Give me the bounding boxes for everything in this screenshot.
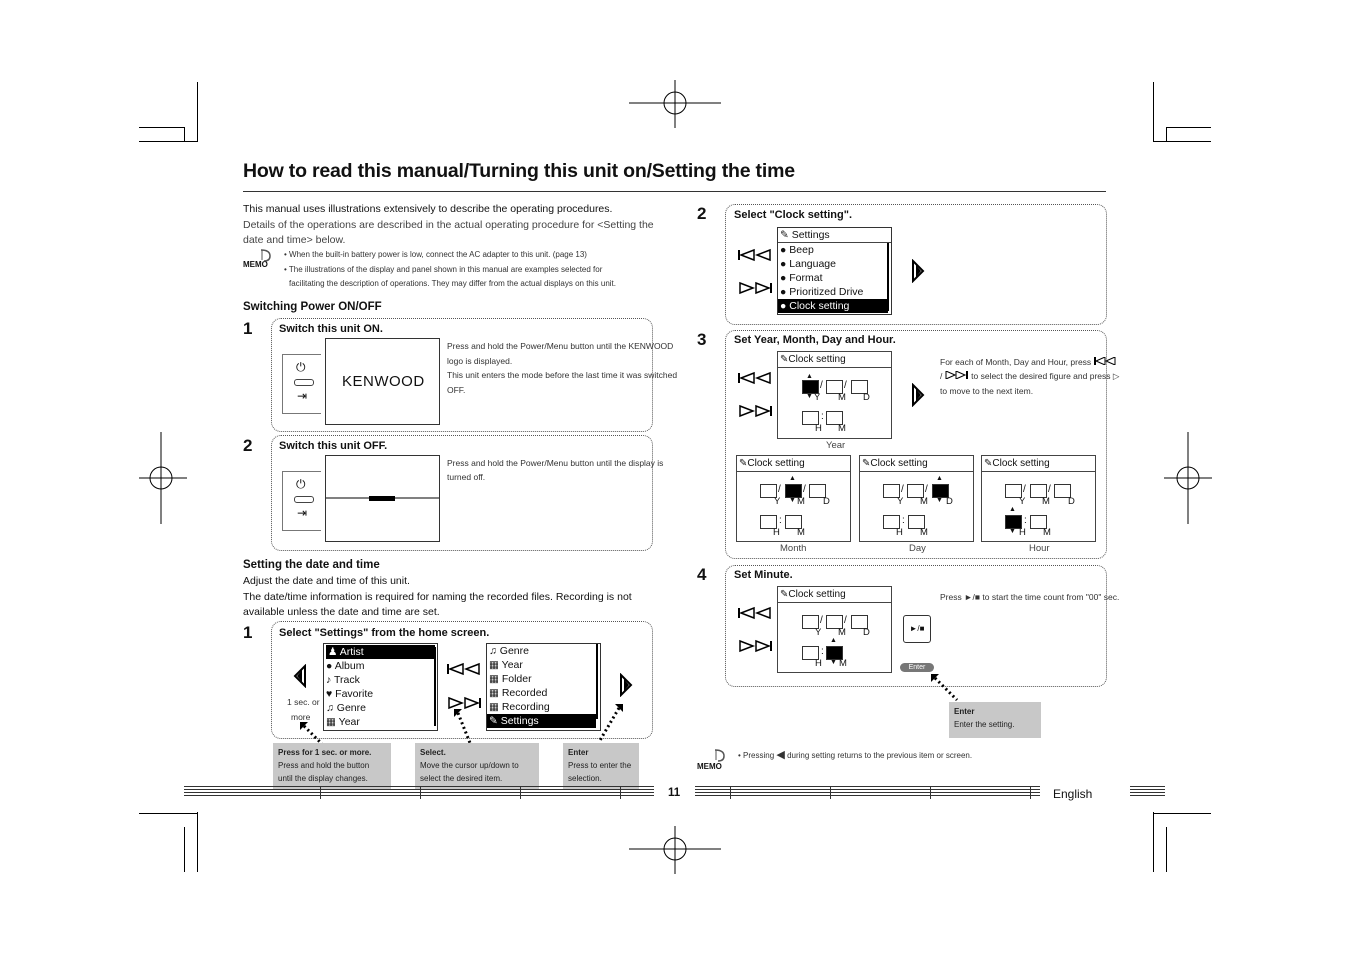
month-box-label-d: D <box>823 496 830 507</box>
prev-icon[interactable] <box>446 662 482 676</box>
callout-enter: Enter Press to enter the selection. <box>563 743 639 790</box>
clock-step3-title: Set Year, Month, Day and Hour. <box>734 334 896 346</box>
clock-step3-number: 3 <box>697 330 707 349</box>
power-step1-desc-3: This unit enters the mode before the last time it was switched <box>447 370 678 380</box>
settings-item-format[interactable]: ● Format <box>780 272 823 284</box>
month-box-label-m: M <box>797 496 805 507</box>
settings-step-number: 1 <box>243 623 253 642</box>
footer-language: English <box>1053 787 1093 801</box>
clock-box-day: ✎Clock setting / / ▲ ▼ Y M D : H M <box>859 455 974 542</box>
prev-icon-3[interactable] <box>737 371 773 385</box>
memo-right-text: • Pressing ◀ during setting returns to the previous item or screen. <box>738 749 973 761</box>
clock-box-year: ✎Clock setting / / ▲ ▼ Y M D : H M <box>777 351 892 439</box>
power-step2-desc-2: turned off. <box>447 472 486 482</box>
next-icon-inline <box>945 371 969 379</box>
menu-item-artist[interactable]: ♟ Artist <box>326 645 435 659</box>
pointer-4-icon <box>929 672 961 702</box>
clock-step4-number: 4 <box>697 565 707 584</box>
power-step1-number: 1 <box>243 319 253 338</box>
kenwood-logo: KENWOOD <box>342 373 425 390</box>
step4-desc: Press ►/■ to start the time count from "00" sec. <box>940 592 1120 602</box>
label-d: D <box>863 392 870 403</box>
settings-item-clock[interactable]: ● Clock setting <box>778 299 888 313</box>
settings-item-language[interactable]: ● Language <box>780 258 836 270</box>
prev-icon-inline <box>1094 357 1116 365</box>
memo-note-icon <box>258 248 272 262</box>
menu-item-recorded[interactable]: ▦ Recorded <box>489 687 548 699</box>
clock-step4-title: Set Minute. <box>734 569 793 581</box>
next-icon-2[interactable] <box>737 281 773 295</box>
next-icon-3[interactable] <box>737 404 773 418</box>
settings-item-drive[interactable]: ● Prioritized Drive <box>780 286 864 298</box>
caption-hour: Hour <box>1029 543 1050 554</box>
label-y: Y <box>814 392 821 403</box>
menu-button-icon-2[interactable] <box>294 496 314 503</box>
pointer-3-icon <box>595 702 625 744</box>
clock-step2-number: 2 <box>697 204 707 223</box>
memo-text-2: • The illustrations of the display and panel shown in this manual are examples selected for <box>284 265 603 274</box>
menu-item-settings[interactable]: ✎ Settings <box>487 714 596 728</box>
off-display <box>325 455 440 542</box>
power-icon-2[interactable]: ⏻ <box>296 477 306 491</box>
day-box-label-h: H <box>896 527 903 538</box>
datetime-heading: Setting the date and time <box>243 559 380 571</box>
pointer-2-icon <box>452 707 474 745</box>
settings-scrollbar[interactable] <box>887 243 889 311</box>
settings-item-beep[interactable]: ● Beep <box>780 244 814 256</box>
hold-note-1: 1 sec. or <box>287 697 320 707</box>
hour-box-label-h: H <box>1019 527 1026 538</box>
clock-box-month: ✎Clock setting / / ▲ ▼ Y M D : H M <box>736 455 851 542</box>
step3-desc-2: / to select the desired figure and press ▷ <box>940 371 1120 381</box>
next-icon-4[interactable] <box>737 639 773 653</box>
minute-box-label-d: D <box>863 627 870 638</box>
minute-box-label-h: H <box>815 658 822 669</box>
play-pause-inline-icon: ►/■ <box>964 592 981 602</box>
registration-mark-top <box>629 80 721 128</box>
memo-text-1: • When the built-in battery power is low, connect the AC adapter to this unit. (page 13) <box>284 250 587 259</box>
menu-item-genre[interactable]: ♫ Genre <box>326 702 366 714</box>
enter-icon[interactable]: ⇥ <box>297 389 308 403</box>
page-title: How to read this manual/Turning this unit on/Setting the time <box>243 160 795 182</box>
power-step1-desc-2: logo is displayed. <box>447 356 513 366</box>
step3-desc-4: to move to the next item. <box>940 386 1034 396</box>
enter-tag: Enter <box>900 663 934 672</box>
callout-hold: Press for 1 sec. or more. Press and hold the button until the display changes. <box>273 743 391 790</box>
kenwood-display <box>325 338 440 425</box>
power-step2-desc-1: Press and hold the Power/Menu button until the display is <box>447 458 664 468</box>
menu-item-genre-2[interactable]: ♫ Genre <box>489 645 529 657</box>
menu-item-album[interactable]: ● Album <box>326 660 365 672</box>
power-step2-number: 2 <box>243 436 253 455</box>
power-heading: Switching Power ON/OFF <box>243 301 382 313</box>
day-box-label-y: Y <box>897 496 904 507</box>
power-step2-title: Switch this unit OFF. <box>279 440 388 452</box>
memo-note-icon-right <box>712 748 726 762</box>
minute-box-label-m: M <box>838 627 846 638</box>
registration-mark-left <box>139 432 187 524</box>
right-arrow-icon[interactable] <box>619 673 633 697</box>
left-arrow-inline-icon: ◀ <box>776 749 785 761</box>
datetime-p2: The date/time information is required for naming the recorded files. Recording is not <box>243 591 632 603</box>
caption-month: Month <box>780 543 807 554</box>
settings-step-title: Select "Settings" from the home screen. <box>279 627 490 639</box>
footer-bar-left <box>184 786 654 799</box>
intro-line-3: date and time> below. <box>243 234 346 246</box>
menu-button-icon[interactable] <box>294 379 314 386</box>
datetime-p1: Adjust the date and time of this unit. <box>243 575 410 587</box>
hour-box-label-min: M <box>1043 527 1051 538</box>
label-m: M <box>838 392 846 403</box>
menu-item-track[interactable]: ♪ Track <box>326 674 360 686</box>
menu-item-folder[interactable]: ▦ Folder <box>489 673 532 685</box>
title-rule <box>243 191 1106 192</box>
clock-box-minute: ✎Clock setting / / Y M D : ▲ ▼ H M <box>777 586 892 673</box>
home-menu-screen <box>323 643 438 731</box>
enter-icon-2[interactable]: ⇥ <box>297 506 308 520</box>
memo-label-right: MEMO <box>697 762 722 771</box>
clock-box-title: ✎Clock setting <box>778 352 891 368</box>
power-step1-title: Switch this unit ON. <box>279 323 383 335</box>
callout-enter-setting: Enter Enter the setting. <box>949 702 1041 738</box>
menu-item-year[interactable]: ▦ Year <box>326 716 360 728</box>
footer-bar-end <box>1130 786 1165 799</box>
day-box-label-d: D <box>946 496 953 507</box>
label-h: H <box>815 423 822 434</box>
settings-title: ✎ Settings <box>778 228 891 243</box>
settings-list-screen <box>777 227 892 315</box>
hold-note-2: more <box>291 712 311 722</box>
month-box-label-h: H <box>773 527 780 538</box>
footer-bar-right <box>695 786 1040 799</box>
scrollbar-left[interactable] <box>434 647 436 726</box>
intro-line-1: This manual uses illustrations extensively to describe the operating procedures. <box>243 203 613 215</box>
left-arrow-icon[interactable] <box>293 664 307 688</box>
memo-label: MEMO <box>243 260 268 269</box>
play-pause-icon[interactable]: ►/■ <box>903 615 931 643</box>
caption-day: Day <box>909 543 926 554</box>
callout-select: Select. Move the cursor up/down to select the desired item. <box>415 743 539 790</box>
month-box-label-y: Y <box>774 496 781 507</box>
registration-mark-right <box>1164 432 1212 524</box>
hour-box-label-m: M <box>1042 496 1050 507</box>
hour-box-label-d: D <box>1068 496 1075 507</box>
hour-box-label-y: Y <box>1019 496 1026 507</box>
intro-line-2: Details of the operations are described in the actual operating procedure for <Setting the <box>243 219 654 231</box>
menu-item-favorite[interactable]: ♥ Favorite <box>326 688 374 700</box>
menu-item-year-2[interactable]: ▦ Year <box>489 659 523 671</box>
day-box-label-m: M <box>920 496 928 507</box>
step3-desc-1: For each of Month, Day and Hour, press <box>940 355 1116 369</box>
power-step1-desc-4: OFF. <box>447 385 466 395</box>
day-box-label-min: M <box>920 527 928 538</box>
datetime-p3: available unless the date and time are set. <box>243 606 440 618</box>
prev-icon-4[interactable] <box>737 606 773 620</box>
right-arrow-inline-icon: ▷ <box>1112 371 1120 381</box>
clock-step2-title: Select "Clock setting". <box>734 209 853 221</box>
prev-icon-2[interactable] <box>737 248 773 262</box>
registration-mark-bottom <box>629 826 721 874</box>
display-off-line-icon <box>326 456 439 541</box>
memo-text-3: facilitating the description of operations. They may differ from the actual displays on this unit. <box>289 279 616 288</box>
label-min: M <box>838 423 846 434</box>
power-step1-desc-1: Press and hold the Power/Menu button until the KENWOOD <box>447 341 674 351</box>
minute-box-label-y: Y <box>815 627 822 638</box>
caption-year: Year <box>826 440 846 451</box>
power-icon[interactable]: ⏻ <box>296 360 306 374</box>
right-arrow-icon-3[interactable] <box>911 383 925 407</box>
menu-item-recording[interactable]: ▦ Recording <box>489 701 550 713</box>
settings-menu-screen <box>486 643 601 731</box>
page-number: 11 <box>668 787 681 799</box>
clock-box-hour: ✎Clock setting / / Y M D ▲ ▼ : H M <box>981 455 1096 542</box>
right-arrow-icon-2[interactable] <box>911 259 925 283</box>
month-box-label-min: M <box>797 527 805 538</box>
minute-box-label-min: M <box>839 658 847 669</box>
